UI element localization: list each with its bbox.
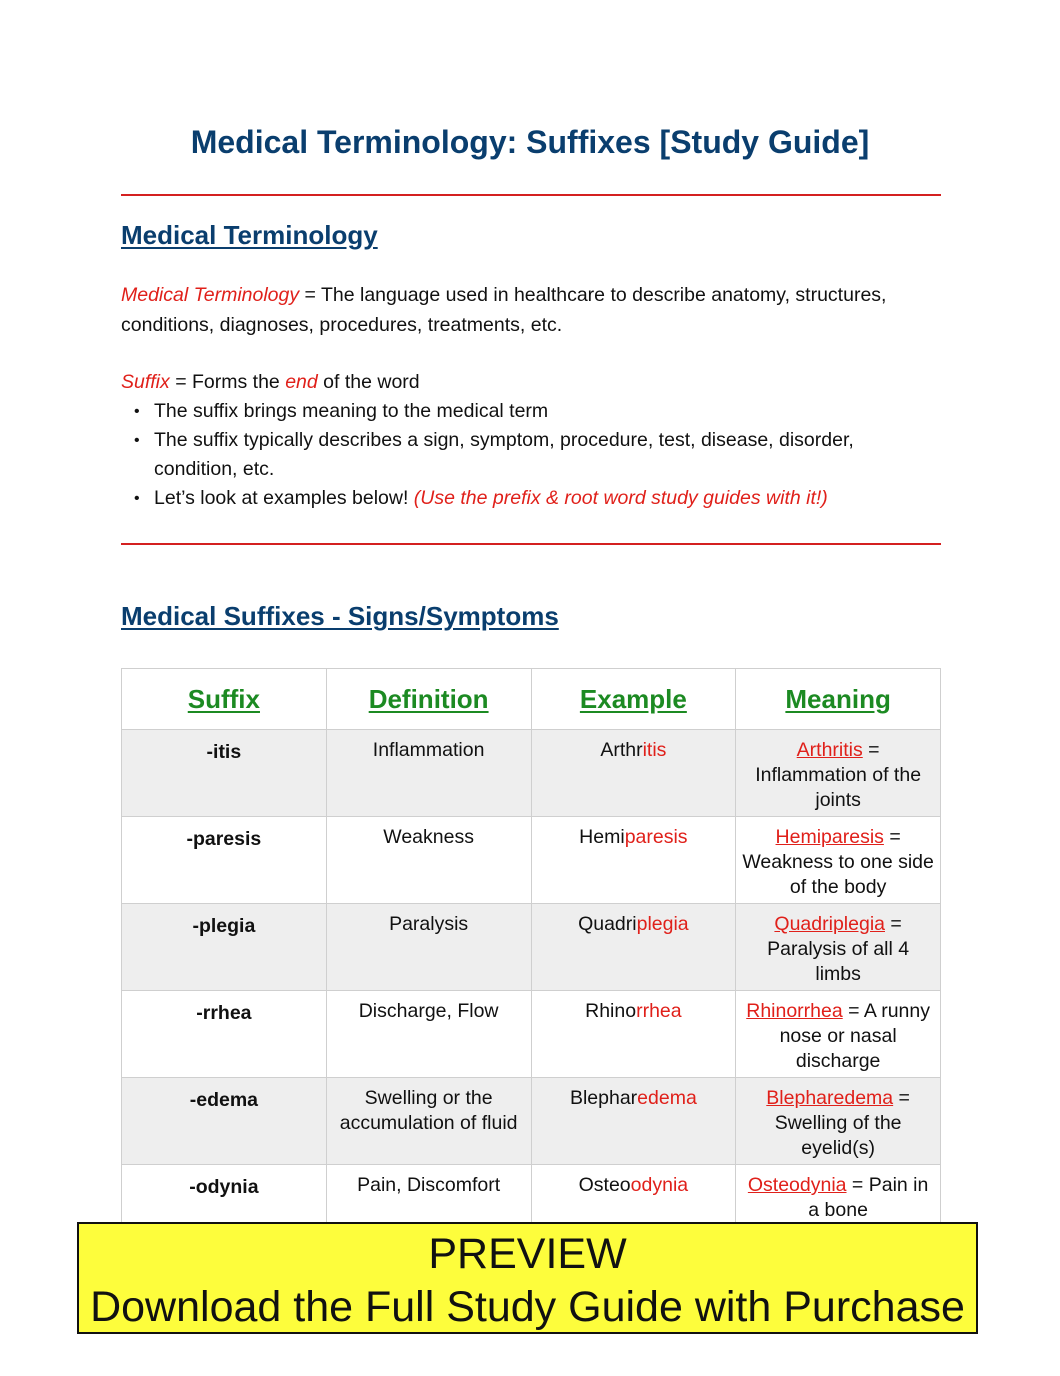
cell-definition: Inflammation: [326, 730, 531, 817]
suffix-emphasis: end: [285, 371, 318, 393]
definition-term: Medical Terminology: [121, 284, 300, 306]
cell-definition: Discharge, Flow: [326, 991, 531, 1078]
bullet-text: Let’s look at examples below!: [154, 487, 414, 509]
column-header-definition: Definition: [326, 669, 531, 730]
meaning-text: = A runny nose or nasal discharge: [779, 1000, 930, 1072]
bullet-note: (Use the prefix & root word study guides with it!): [413, 487, 828, 509]
example-root: Quadri: [578, 913, 637, 935]
meaning-text: = Weakness to one side of the body: [742, 826, 934, 898]
example-suffix: plegia: [636, 913, 689, 935]
list-item: [121, 426, 921, 484]
preview-banner: [77, 1222, 978, 1334]
suffix-definition: [121, 367, 941, 397]
table-row: [122, 1078, 941, 1165]
suffix-term: Suffix: [121, 371, 170, 393]
meaning-term: Osteodynia: [747, 1174, 847, 1196]
cell-definition: Swelling or the accumulation of fluid: [326, 1078, 531, 1165]
example-suffix: itis: [642, 739, 667, 761]
suffix-bullet-list: [121, 397, 921, 513]
column-header-example: Example: [531, 669, 736, 730]
meaning-text: = Inflammation of the joints: [755, 739, 922, 811]
meaning-term: Hemiparesis: [775, 826, 884, 848]
divider-top: [121, 194, 941, 196]
bullet-text: The suffix brings meaning to the medical term: [154, 400, 549, 422]
example-root: Rhino: [585, 1000, 637, 1022]
cell-example: [531, 991, 736, 1078]
example-suffix: edema: [637, 1087, 697, 1109]
preview-title: PREVIEW: [428, 1230, 627, 1278]
cell-definition: Pain, Discomfort: [326, 1165, 531, 1252]
table-row: [122, 991, 941, 1078]
meaning-term: Quadriplegia: [774, 913, 885, 935]
table-row: [122, 730, 941, 817]
example-suffix: odynia: [630, 1174, 689, 1196]
list-item: [121, 397, 921, 426]
cell-suffix: -odynia: [122, 1165, 327, 1252]
table-row: [122, 904, 941, 991]
preview-subtitle: Download the Full Study Guide with Purchase: [90, 1283, 965, 1331]
cell-meaning: [736, 730, 941, 817]
meaning-text: = Swelling of the eyelid(s): [774, 1087, 910, 1159]
meaning-term: Blepharedema: [766, 1087, 894, 1109]
suffix-text-1: = Forms the: [169, 371, 286, 393]
column-header-meaning: Meaning: [736, 669, 941, 730]
cell-definition: Weakness: [326, 817, 531, 904]
cell-example: [531, 730, 736, 817]
cell-meaning: [736, 991, 941, 1078]
table-row: [122, 817, 941, 904]
cell-meaning: [736, 817, 941, 904]
example-root: Blephar: [569, 1087, 638, 1109]
cell-example: [531, 904, 736, 991]
meaning-text: = Pain in a bone: [808, 1174, 929, 1221]
cell-definition: Paralysis: [326, 904, 531, 991]
cell-meaning: [736, 904, 941, 991]
terminology-definition: [121, 280, 941, 340]
cell-suffix: -paresis: [122, 817, 327, 904]
column-header-suffix: Suffix: [122, 669, 327, 730]
cell-suffix: -rrhea: [122, 991, 327, 1078]
page-title: Medical Terminology: Suffixes [Study Guide]: [190, 124, 870, 160]
cell-suffix: -plegia: [122, 904, 327, 991]
meaning-term: Rhinorrhea: [746, 1000, 843, 1022]
example-suffix: rrhea: [636, 1000, 682, 1022]
divider-middle: [121, 543, 941, 545]
bullet-text: The suffix typically describes a sign, symptom, procedure, test, disease, disorder, condition, etc.: [154, 429, 854, 480]
definition-text: = The language used in healthcare to describe anatomy, structures, conditions, diagnoses, procedures, treatments, etc.: [121, 284, 887, 336]
meaning-text: = Paralysis of all 4 limbs: [767, 913, 910, 985]
meaning-term: Arthritis: [796, 739, 863, 761]
cell-example: [531, 1078, 736, 1165]
suffix-table: [121, 668, 941, 1252]
example-root: Osteo: [578, 1174, 631, 1196]
example-suffix: paresis: [624, 826, 688, 848]
cell-example: [531, 817, 736, 904]
section-heading-terminology: Medical Terminology: [121, 220, 378, 250]
section-heading-suffixes: Medical Suffixes - Signs/Symptoms: [121, 601, 559, 631]
table-header-row: [122, 669, 941, 730]
cell-suffix: -itis: [122, 730, 327, 817]
cell-suffix: -edema: [122, 1078, 327, 1165]
list-item: [121, 484, 921, 513]
example-root: Hemi: [579, 826, 625, 848]
example-root: Arthr: [600, 739, 643, 761]
cell-meaning: [736, 1078, 941, 1165]
suffix-text-2: of the word: [317, 371, 420, 393]
